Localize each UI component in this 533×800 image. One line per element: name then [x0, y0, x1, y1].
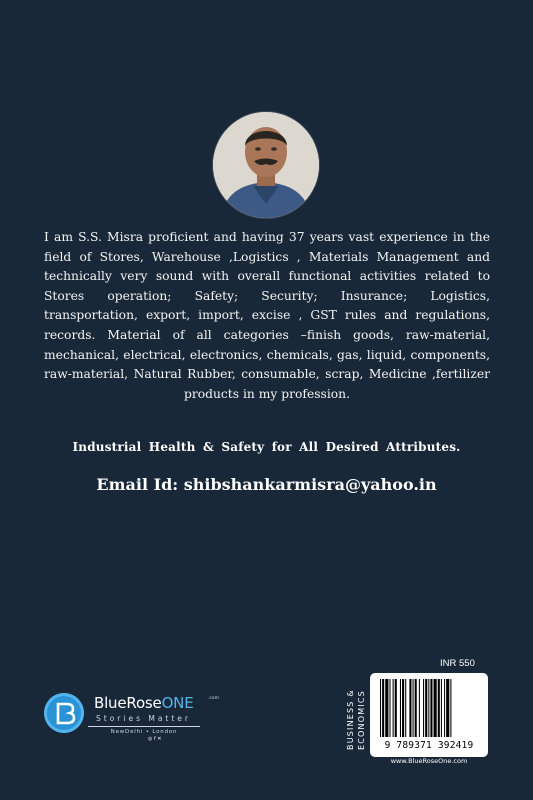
barcode-bar [395, 679, 397, 737]
barcode-bar [450, 679, 451, 737]
barcode-bar [444, 679, 445, 737]
barcode-bar [428, 679, 429, 737]
author-photo [213, 112, 319, 218]
author-bio: I am S.S. Misra proficient and having 37 years vast experience in the field of Stores, Warehouse ,Logistics , Materials Management and technically very sound with overall functional activities related to Stores operation; Safety; Security; Insurance; Logistics, transportation, export, import, excise , GST rules and regulations, records. Material of all categories –finish goods, raw-material, mechanical, electrical, electronics, chemicals, gas, liquid, components, raw-material, Natural Rubber, consumable, scrap, Medicine ,fertilizer products in my profession. [44, 230, 490, 401]
barcode-bar [415, 679, 417, 737]
barcode-bar [438, 679, 440, 737]
publisher-name-accent: ONE [161, 694, 194, 712]
social-icons: ◎ f ✕ [148, 736, 162, 742]
barcode-bar [423, 679, 424, 737]
barcode-bar [400, 679, 401, 737]
barcode-bar [380, 679, 381, 737]
barcode-bar [389, 679, 390, 737]
isbn-number: 9 789371 392419 [384, 740, 474, 751]
barcode-bar [425, 679, 427, 737]
price-label: INR 550 [440, 658, 475, 669]
barcode-bar [419, 679, 420, 737]
isbn-barcode [370, 673, 488, 757]
book-category [345, 676, 371, 764]
publisher-cities: NewDelhi • London [88, 726, 200, 735]
barcode-bar [402, 679, 404, 737]
publisher-website: www.BlueRoseOne.com [390, 757, 468, 765]
publisher-name [94, 694, 193, 712]
barcode-bar [434, 679, 437, 737]
barcode-bar [441, 679, 442, 737]
barcode-bar [405, 679, 406, 737]
barcode-bar [385, 679, 388, 737]
publisher-tagline: Stories Matter [96, 714, 192, 723]
publisher-name-main: BlueRose [94, 694, 162, 712]
barcode-bar [382, 679, 384, 737]
author-email: Email Id: shibshankarmisra@yahoo.in [96, 475, 437, 494]
publisher-logo [44, 690, 224, 750]
publisher-domain-suffix: .com [208, 696, 220, 701]
barcode-bars [374, 677, 484, 739]
bluerose-logo-icon [44, 693, 84, 733]
book-tagline: Industrial Health & Safety for All Desired Attributes. [72, 440, 461, 454]
barcode-bar [446, 679, 449, 737]
barcode-bar [413, 679, 414, 737]
category-line-2: ECONOMICS [357, 690, 366, 750]
barcode-bar [430, 679, 432, 737]
barcode-bar [409, 679, 411, 737]
barcode-bar [393, 679, 394, 737]
category-line-1: BUSINESS & [346, 689, 355, 751]
